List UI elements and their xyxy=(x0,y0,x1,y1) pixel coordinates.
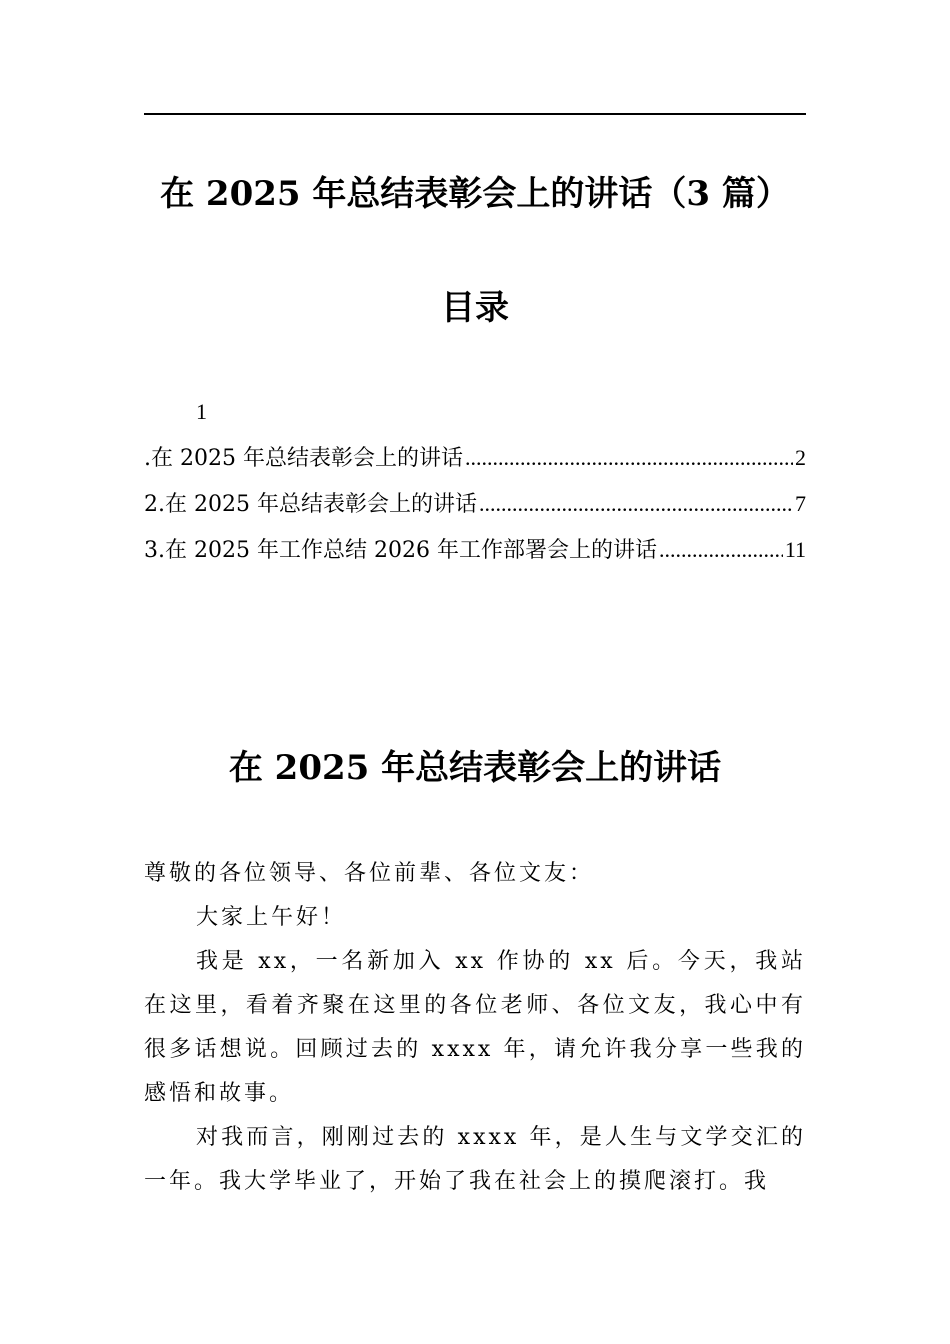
toc-entry[interactable] xyxy=(144,438,806,484)
toc-item-number: 1 xyxy=(196,399,207,424)
body-paragraph: 对我而言，刚刚过去的 xxxx 年，是人生与文学交汇的一年。我大学毕业了，开始了我在社会上的摸爬滚打。我 xyxy=(144,1125,806,1194)
salutation-paragraph: 尊敬的各位领导、各位前辈、各位文友： xyxy=(144,861,595,886)
toc-entry-title[interactable]: .在 2025 年总结表彰会上的讲话 xyxy=(144,446,463,471)
section-title: 在 2025 年总结表彰会上的讲话 xyxy=(228,748,722,788)
table-of-contents xyxy=(144,438,806,576)
toc-entry-page[interactable]: 7 xyxy=(795,491,806,516)
document-title: 在 2025 年总结表彰会上的讲话（3 篇） xyxy=(160,174,790,214)
toc-dot-leader xyxy=(479,484,793,524)
body-text xyxy=(144,852,806,1204)
toc-heading: 目录 xyxy=(441,288,509,328)
toc-entry-title[interactable]: 2.在 2025 年总结表彰会上的讲话 xyxy=(144,492,477,517)
toc-dot-leader xyxy=(659,530,783,570)
toc-entry-page[interactable]: 11 xyxy=(784,537,806,562)
toc-entry-page[interactable]: 2 xyxy=(795,445,806,470)
toc-entry[interactable] xyxy=(144,484,806,530)
toc-dot-leader xyxy=(465,438,793,478)
toc-entry-title[interactable]: 3.在 2025 年工作总结 2026 年工作部署会上的讲话 xyxy=(144,538,657,563)
body-paragraph: 我是 xx，一名新加入 xx 作协的 xx 后。今天，我站在这里，看着齐聚在这里的各位老师、各位文友，我心中有很多话想说。回顾过去的 xxxx 年，请允许我分享一些我的感悟和故事。 xyxy=(144,949,806,1106)
greeting-paragraph: 大家上午好！ xyxy=(196,905,347,930)
header-rule xyxy=(144,113,806,115)
toc-entry[interactable] xyxy=(144,530,806,576)
